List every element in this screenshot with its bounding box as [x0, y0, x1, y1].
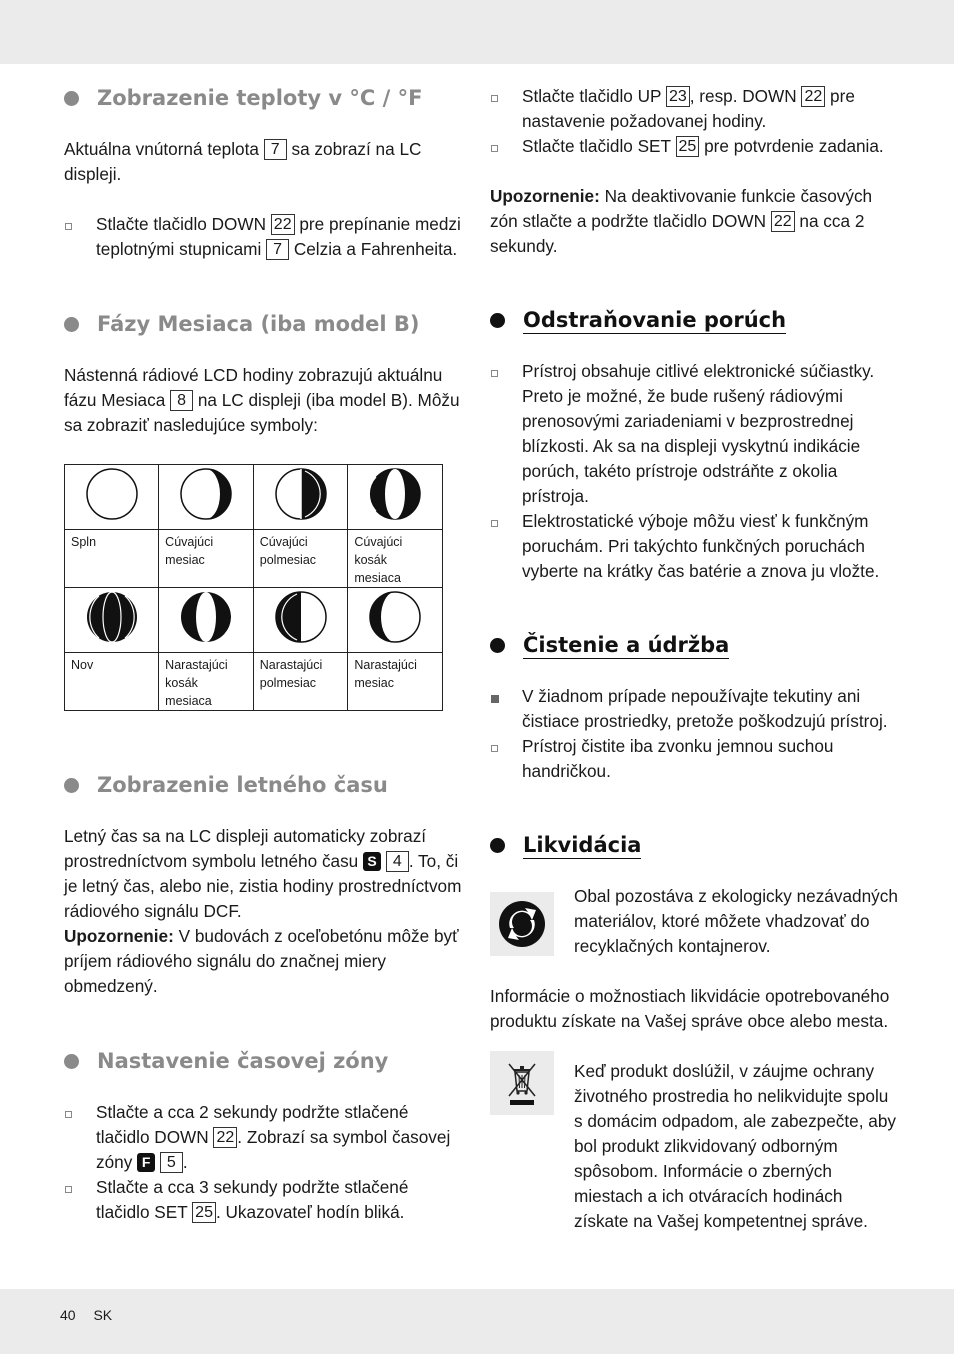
product-disposal: Keď produkt doslúžil, v záujme ochrany životného prostredia ho nelikvidujte spolu s domácim odpadom, ale zabezpečte, aby bol produkt zlikvidovaný odborným spôsobom. Informácie o zberných miestach a ich otváracích hodinách získate na Vašej kompetentnej správe. [490, 1059, 900, 1234]
full-moon-icon [65, 465, 159, 530]
list-item: Stlačte a cca 2 sekundy podržte stlačené tlačidlo DOWN 22 . Zobrazí sa symbol časovej zóny F 5 . [64, 1100, 464, 1175]
waxing-half-moon-icon [253, 588, 348, 653]
list-item: Stlačte tlačidlo DOWN 22 pre prepínanie medzi teplotnými stupnicami 7 Celzia a Fahrenheita. [64, 212, 464, 262]
summer-time-note: Upozornenie: V budovách z oceľobetónu môže byť príjem rádiového signálu do značnej miery obmedzený. [64, 926, 459, 996]
section-heading-moon-phases: Fázy Mesiaca (iba model B) [64, 310, 464, 338]
new-moon-icon [65, 588, 159, 653]
checkbox-square-icon [491, 520, 498, 527]
section-heading-summer-time: Zobrazenie letného času [64, 771, 464, 799]
ref-number: 22 [213, 1127, 237, 1148]
ref-number: 5 [160, 1152, 183, 1173]
ref-number: 25 [676, 136, 700, 157]
page-footer [60, 1303, 126, 1328]
list-item: Prístroj obsahuje citlivé elektronické súčiastky. Preto je možné, že bude rušený rádiovými prenosovými zariadeniami v bezprostrednej blízkosti. Ak sa na displeji vyskytnú indikácie porúch, takéto prístroje odstráňte z okolia prístroja. [490, 359, 900, 509]
moon-label: Spln [65, 530, 159, 588]
checkbox-square-icon [491, 745, 498, 752]
waxing-crescent-icon [159, 588, 254, 653]
moon-label: Narastajúci polmesiac [253, 653, 348, 711]
time-zone-symbol-icon: F [137, 1153, 155, 1172]
checkbox-square-icon [65, 1186, 72, 1193]
moon-label: Cúvajúci mesiac [159, 530, 254, 588]
ref-number: 25 [192, 1202, 216, 1223]
checkbox-square-icon [491, 370, 498, 377]
ref-number: 22 [271, 214, 295, 235]
list-item: Elektrostatické výboje môžu viesť k funkčným poruchám. Pri takýchto funkčných poruchách vyberte na krátky čas batérie a znova ju vložte. [490, 509, 900, 584]
checkbox-square-icon [491, 145, 498, 152]
ref-number: 4 [386, 851, 409, 872]
section-heading-temperature: Zobrazenie teploty v °C / °F [64, 84, 464, 112]
moon-label: Cúvajúci polmesiac [253, 530, 348, 588]
section-heading-disposal: Likvidácia [490, 831, 900, 859]
language-code: SK [93, 1307, 113, 1323]
moon-label: Narastajúci kosák mesiaca [159, 653, 254, 711]
filled-square-icon [491, 695, 499, 703]
ref-number: 23 [666, 86, 690, 107]
summer-time-paragraph: Letný čas sa na LC displeji automaticky zobrazí prostredníctvom symbolu letného času S 4 . To, či je letný čas, alebo nie, zistia hodiny prostredníctvom rádiového signálu DCF. [64, 826, 462, 921]
checkbox-square-icon [65, 223, 72, 230]
list-item: V žiadnom prípade nepoužívajte tekutiny ani čistiace prostriedky, pretože poškodzujú prístroj. [490, 684, 900, 734]
moon-phase-table [64, 464, 443, 711]
page-number: 40 [60, 1307, 76, 1323]
waning-half-moon-icon [253, 465, 348, 530]
waxing-gibbous-icon [348, 588, 443, 653]
header-bar [0, 0, 954, 64]
disposal-info-paragraph: Informácie o možnostiach likvidácie opotrebovaného produktu získate na Vašej správe obce alebo mesta. [490, 986, 890, 1031]
checkbox-square-icon [491, 95, 498, 102]
right-column [490, 84, 900, 1234]
list-item: Prístroj čistite iba zvonku jemnou suchou handričkou. [490, 734, 900, 784]
ref-number: 8 [170, 390, 193, 411]
bullet-dot-icon [490, 313, 505, 328]
bullet-dot-icon [490, 838, 505, 853]
moon-label: Nov [65, 653, 159, 711]
left-column [64, 84, 464, 1225]
list-item: Stlačte tlačidlo UP 23 , resp. DOWN 22 pre nastavenie požadovanej hodiny. [490, 84, 900, 134]
green-dot-recycling-icon [490, 892, 554, 956]
ref-number: 22 [801, 86, 825, 107]
checkbox-square-icon [65, 1111, 72, 1118]
ref-number: 7 [266, 239, 289, 260]
ref-number: 22 [771, 211, 795, 232]
bullet-dot-icon [64, 1054, 79, 1069]
time-zone-note: Upozornenie: Na deaktivovanie funkcie časových zón stlačte a podržte tlačidlo DOWN 22 na cca 2 sekundy. [490, 186, 873, 256]
bullet-dot-icon [64, 91, 79, 106]
ref-number: 7 [264, 139, 287, 160]
packaging-disposal: Obal pozostáva z ekologicky nezávadných materiálov, ktoré môžete vhadzovať do recyklačných kontajnerov. [490, 884, 900, 959]
footer-bar [0, 1289, 954, 1354]
bullet-dot-icon [64, 778, 79, 793]
list-item: Stlačte a cca 3 sekundy podržte stlačené tlačidlo SET 25 . Ukazovateľ hodín bliká. [64, 1175, 464, 1225]
section-heading-troubleshooting: Odstraňovanie porúch [490, 306, 900, 334]
moon-paragraph: Nástenná rádiové LCD hodiny zobrazujú aktuálnu fázu Mesiaca 8 na LC displeji (iba model B). Môžu sa zobraziť nasledujúce symboly: [64, 365, 460, 435]
temperature-paragraph: Aktuálna vnútorná teplota 7 sa zobrazí na LC displeji. [64, 139, 422, 184]
weee-crossed-bin-icon [490, 1051, 554, 1115]
summer-time-symbol-icon: S [363, 852, 381, 871]
waning-gibbous-icon [159, 465, 254, 530]
waning-crescent-icon [348, 465, 443, 530]
moon-label: Cúvajúci kosák mesiaca [348, 530, 443, 588]
section-heading-time-zone: Nastavenie časovej zóny [64, 1047, 464, 1075]
moon-label: Narastajúci mesiac [348, 653, 443, 711]
bullet-dot-icon [64, 317, 79, 332]
list-item: Stlačte tlačidlo SET 25 pre potvrdenie zadania. [490, 134, 900, 159]
bullet-dot-icon [490, 638, 505, 653]
section-heading-cleaning: Čistenie a údržba [490, 631, 900, 659]
